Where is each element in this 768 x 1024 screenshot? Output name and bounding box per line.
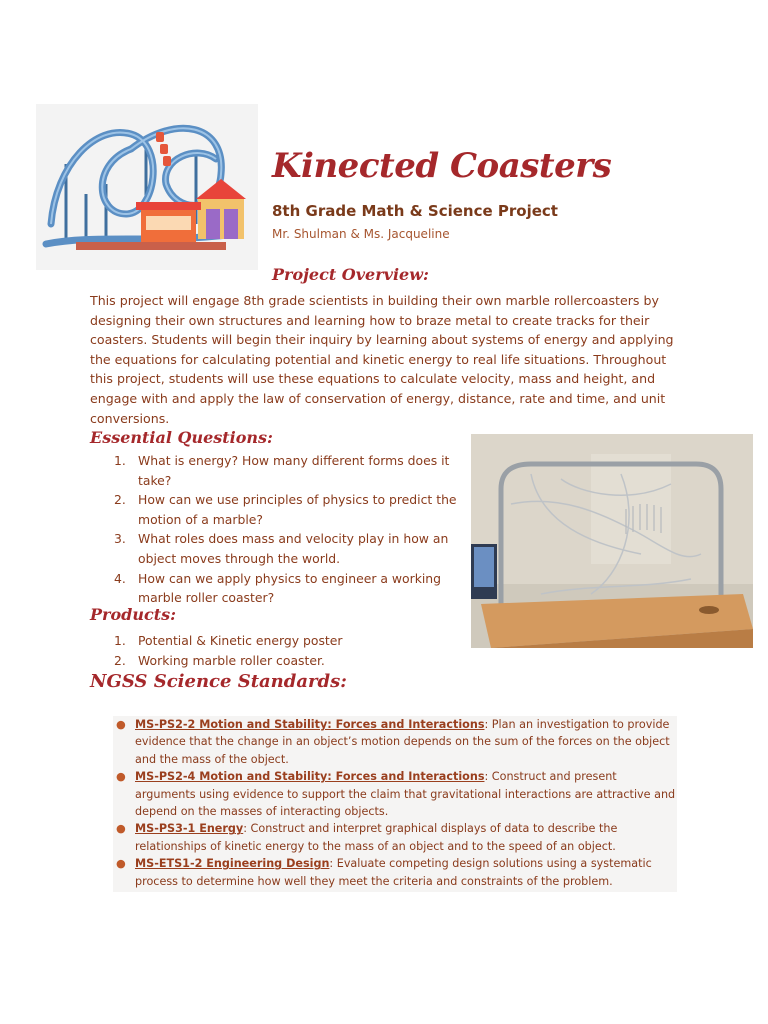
list-number: 1. (114, 633, 126, 648)
products-heading: Products: (90, 605, 176, 624)
list-text: How can we use principles of physics to predict the motion of a marble? (138, 492, 457, 527)
standard-description: : Plan an investigation to provide evidence that the change in an object’s motion depends on the sum of the forces on the object and the mass of the object. (135, 718, 670, 766)
standards-box (113, 716, 677, 892)
page-subtitle: 8th Grade Math & Science Project (272, 202, 558, 220)
standards-list (113, 716, 677, 890)
list-text: Working marble roller coaster. (138, 652, 325, 668)
list-item (92, 451, 464, 490)
standard-item (113, 855, 677, 890)
standard-item (113, 820, 677, 855)
standard-link[interactable]: MS-PS3-1 Energy (135, 822, 244, 836)
list-item (92, 569, 464, 608)
list-number: 2. (114, 652, 126, 668)
standard-description: : Construct and interpret graphical displays of data to describe the relationships of kinetic energy to the mass of an object and to the speed of an object. (135, 822, 618, 853)
overview-heading: Project Overview: (272, 265, 429, 284)
list-text: How can we apply physics to engineer a working marble roller coaster? (138, 570, 442, 606)
standard-item (113, 716, 677, 768)
teacher-names: Mr. Shulman & Ms. Jacqueline (272, 227, 450, 241)
marble-coaster-photo-icon (471, 434, 753, 648)
standard-item (113, 768, 677, 820)
list-item (92, 631, 464, 651)
ngss-heading: NGSS Science Standards: (90, 671, 347, 692)
roller-coaster-illustration (36, 104, 258, 270)
bullet-icon: ● (116, 822, 126, 836)
list-item (92, 490, 464, 529)
bullet-icon: ● (116, 770, 126, 784)
bullet-icon: ● (116, 718, 126, 731)
list-text: Potential & Kinetic energy poster (138, 633, 343, 648)
essential-questions-heading: Essential Questions: (90, 428, 273, 447)
list-number: 3. (114, 531, 126, 547)
list-number: 2. (114, 492, 126, 508)
products-list (92, 631, 464, 670)
list-number: 4. (114, 570, 126, 586)
list-item (92, 529, 464, 568)
standard-link[interactable]: MS-PS2-4 Motion and Stability: Forces and Interactions (135, 770, 485, 784)
list-item (92, 651, 464, 671)
overview-paragraph: This project will engage 8th grade scientists in building their own marble rollercoasters by designing their own structures and learning how to braze metal to create tracks for their coasters. Students will begin their inquiry by learning about systems of energy and applying the equations for calculating potential and kinetic energy to real life situations. Throughout this project, students will use these equations to calculate velocity, mass and height, and engage with and apply the law of conservation of energy, distance, rate and time, and unit conversions. (90, 293, 674, 426)
standard-link[interactable]: MS-PS2-2 Motion and Stability: Forces and Interactions (135, 718, 485, 731)
list-text: What is energy? How many different forms does it take? (138, 453, 450, 488)
standard-link[interactable]: MS-ETS1-2 Engineering Design (135, 857, 330, 871)
bullet-icon: ● (116, 857, 126, 871)
standard-description: : Construct and present arguments using evidence to support the claim that gravitational interactions are attractive and depend on the masses of interacting objects. (135, 770, 676, 819)
list-number: 1. (114, 453, 126, 468)
list-text: What roles does mass and velocity play in how an object moves through the world. (138, 531, 449, 566)
standard-description: : Evaluate competing design solutions using a systematic process to determine how well they meet the criteria and constraints of the problem. (135, 857, 652, 888)
marble-coaster-photo (471, 434, 753, 648)
page-title: Kinected Coasters (272, 146, 612, 186)
roller-coaster-icon (36, 104, 258, 270)
essential-questions-list (92, 451, 464, 608)
